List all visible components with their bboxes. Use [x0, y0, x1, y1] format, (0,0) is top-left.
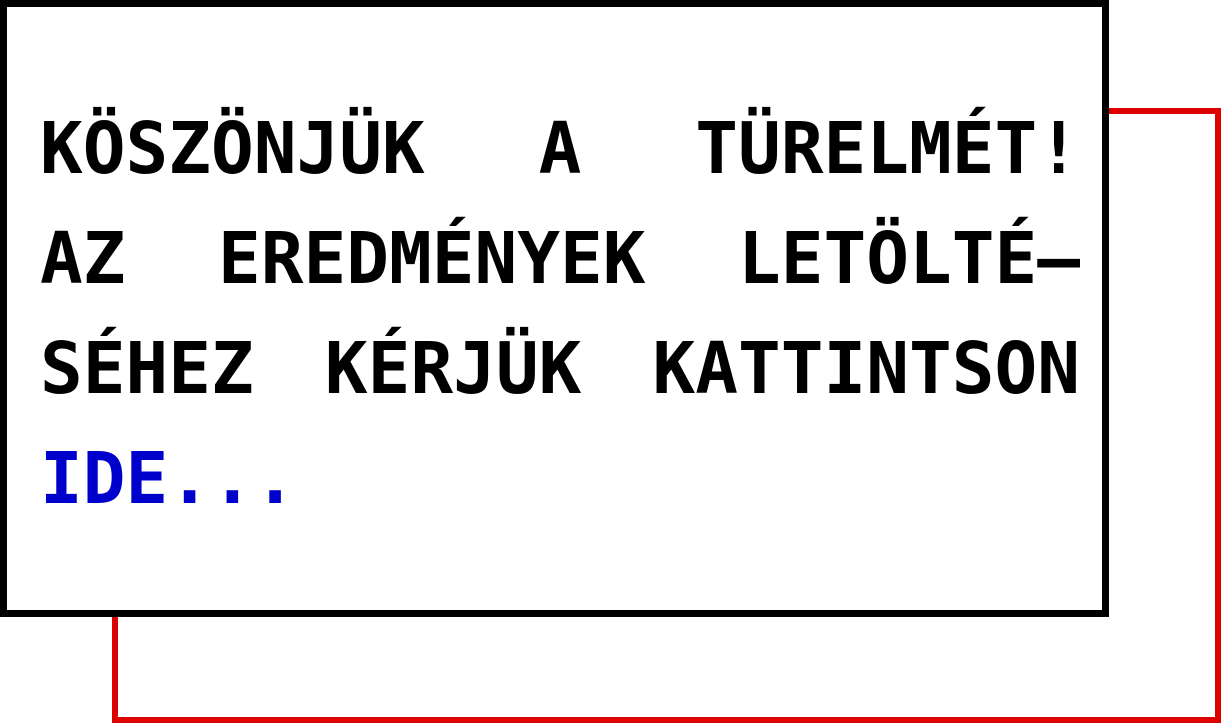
word: A	[538, 107, 582, 190]
word: LETÖLTÉ–	[738, 217, 1080, 300]
word: KATTINTSON	[652, 327, 1080, 410]
message-text	[40, 94, 1080, 534]
message-line-3	[40, 314, 1080, 424]
word: EREDMÉNYEK	[218, 217, 646, 300]
message-line-4	[40, 424, 1080, 534]
word: AZ	[40, 217, 126, 300]
message-line-2	[40, 204, 1080, 314]
word: KÖSZÖNJÜK	[40, 107, 425, 190]
message-line-1	[40, 94, 1080, 204]
download-link[interactable]: IDE...	[40, 437, 297, 520]
word: TÜRELMÉT!	[695, 107, 1080, 190]
word: SÉHEZ	[40, 327, 254, 410]
word: KÉRJÜK	[324, 327, 582, 410]
